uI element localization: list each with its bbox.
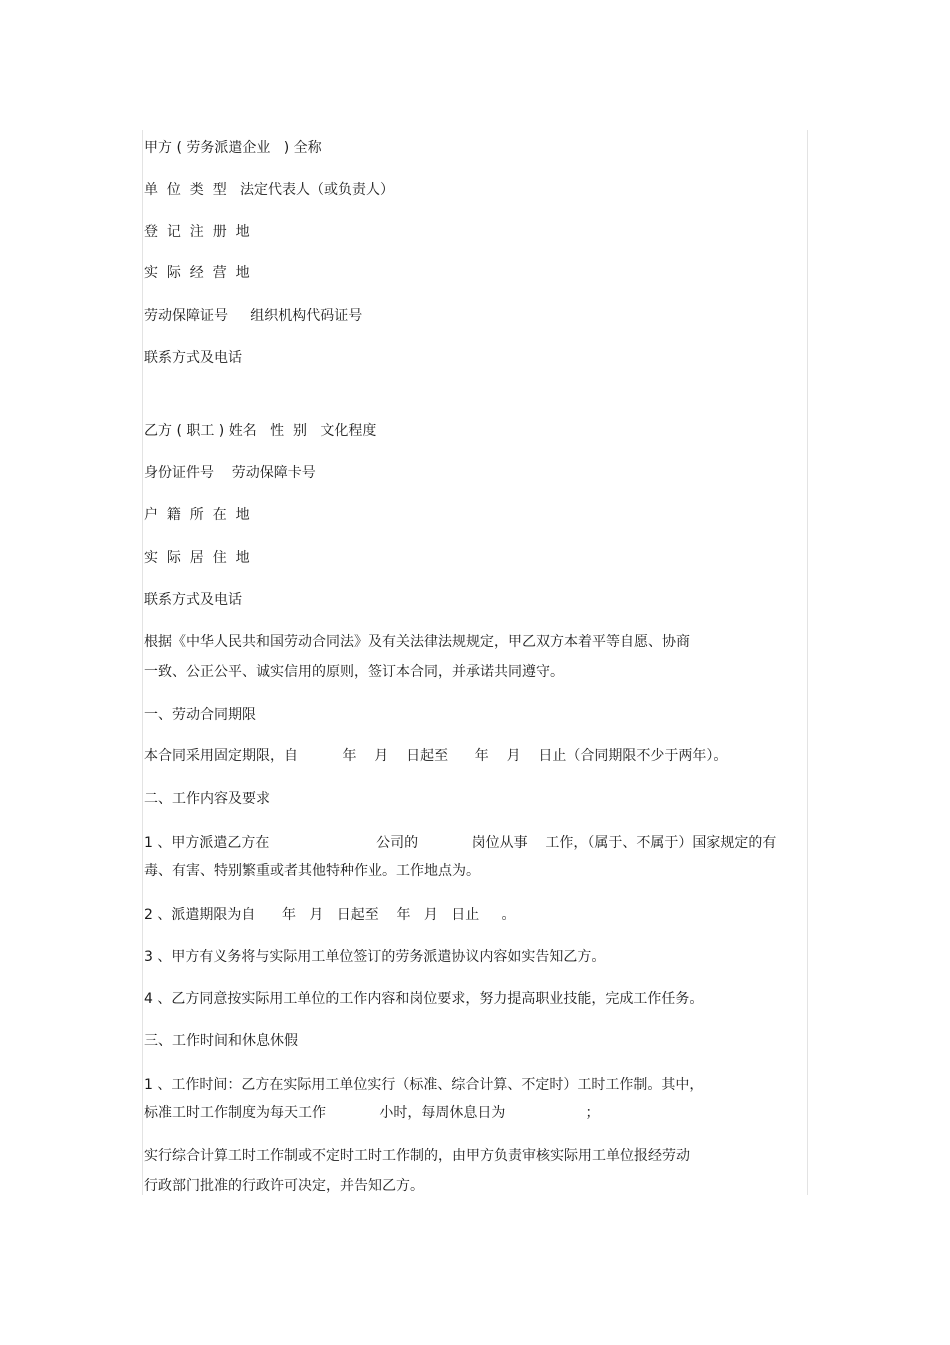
- section-2-item-2: 2 、派遣期限为自 年 月 日起至 年 月 日止 。: [144, 907, 516, 923]
- party-b-household-address: 户 籍 所 在 地: [144, 507, 250, 523]
- party-b-id-numbers: 身份证件号 劳动保障卡号: [144, 465, 316, 481]
- section-3-heading: 三、工作时间和休息休假: [144, 1033, 298, 1049]
- party-a-unit-type: 单 位 类 型 法定代表人（或负责人）: [144, 182, 395, 198]
- party-a-registered-address: 登 记 注 册 地: [144, 224, 250, 240]
- preamble-line-2: 一致、公正公平、诚实信用的原则，签订本合同，并承诺共同遵守。: [144, 664, 564, 680]
- section-2-item-3: 3 、甲方有义务将与实际用工单位签订的劳务派遣协议内容如实告知乙方。: [144, 949, 606, 965]
- page-right-rule: [807, 130, 808, 1195]
- section-1-heading: 一、劳动合同期限: [144, 707, 256, 723]
- party-a-full-name: 甲方 ( 劳务派遣企业 ) 全称: [144, 140, 322, 156]
- preamble-line-1: 根据《中华人民共和国劳动合同法》及有关法律法规规定，甲乙双方本着平等自愿、协商: [144, 634, 690, 650]
- party-a-contact: 联系方式及电话: [144, 350, 242, 366]
- party-b-name: 乙方 ( 职工 ) 姓名 性 别 文化程度: [144, 423, 377, 439]
- page-left-rule: [142, 130, 143, 1195]
- party-b-contact: 联系方式及电话: [144, 592, 242, 608]
- party-a-business-address: 实 际 经 营 地: [144, 265, 250, 281]
- section-3-paragraph-line-2: 行政部门批准的行政许可决定，并告知乙方。: [144, 1178, 424, 1194]
- section-3-paragraph-line-1: 实行综合计算工时工作制或不定时工时工作制的，由甲方负责审核实际用工单位报经劳动: [144, 1148, 690, 1164]
- section-3-item-1-line-1: 1 、工作时间：乙方在实际用工单位实行（标准、综合计算、不定时）工时工作制。其中，: [144, 1077, 704, 1093]
- section-2-item-4: 4 、乙方同意按实际用工单位的工作内容和岗位要求，努力提高职业技能，完成工作任务。: [144, 991, 704, 1007]
- section-3-item-1-line-2: 标准工时工作制度为每天工作 小时，每周休息日为 ；: [144, 1105, 600, 1121]
- party-b-residence-address: 实 际 居 住 地: [144, 550, 250, 566]
- party-a-certificate-numbers: 劳动保障证号 组织机构代码证号: [144, 308, 363, 324]
- section-2-item-1-line-2: 毒、有害、特别繁重或者其他特种作业。工作地点为。: [144, 863, 480, 879]
- section-1-term: 本合同采用固定期限，自 年 月 日起至 年 月 日止（合同期限不少于两年）。: [144, 748, 728, 764]
- section-2-heading: 二、工作内容及要求: [144, 791, 270, 807]
- section-2-item-1-line-1: 1 、甲方派遣乙方在 公司的 岗位从事 工作，（属于、不属于）国家规定的有: [144, 835, 777, 851]
